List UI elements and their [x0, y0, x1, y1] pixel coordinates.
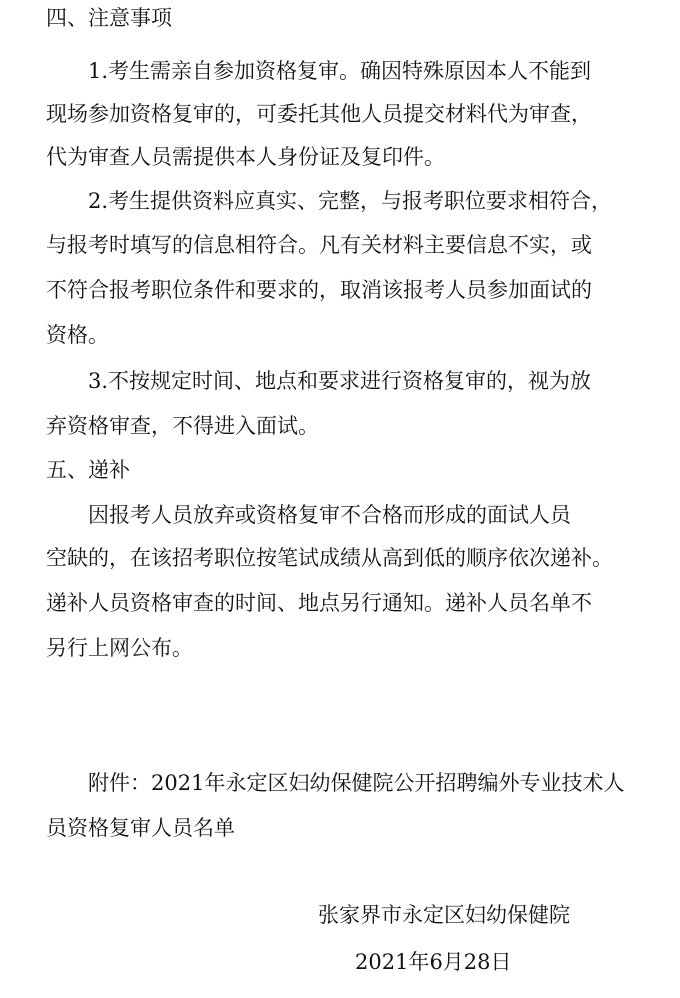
section-5-body-line-1: 因报考人员放弃或资格复审不合格而形成的面试人员 — [88, 503, 571, 527]
section-4-item-2-line-2: 与报考时填写的信息相符合。凡有关材料主要信息不实，或 — [46, 233, 592, 257]
section-4-item-1-line-3: 代为审查人员需提供本人身份证及复印件。 — [46, 145, 445, 169]
section-4-item-2-line-4: 资格。 — [46, 323, 109, 347]
section-4-item-1-line-2: 现场参加资格复审的，可委托其他人员提交材料代为审查， — [46, 102, 592, 126]
section-4-item-2-line-1: 2.考生提供资料应真实、完整，与报考职位要求相符合， — [88, 189, 613, 213]
signature-date: 2021年6月28日 — [355, 950, 512, 974]
section-4-heading: 四、注意事项 — [46, 6, 172, 30]
attachment-line-2: 员资格复审人员名单 — [46, 816, 235, 840]
section-4-item-2-line-3: 不符合报考职位条件和要求的，取消该报考人员参加面试的 — [46, 278, 592, 302]
section-4-item-3-line-1: 3.不按规定时间、地点和要求进行资格复审的，视为放 — [88, 369, 592, 393]
section-5-body-line-3: 递补人员资格审查的时间、地点另行通知。递补人员名单不 — [46, 591, 592, 615]
section-4-item-1-line-1: 1.考生需亲自参加资格复审。确因特殊原因本人不能到 — [88, 59, 592, 83]
section-4-item-3-line-2: 弃资格审查，不得进入面试。 — [46, 414, 319, 438]
attachment-line-1: 附件：2021年永定区妇幼保健院公开招聘编外专业技术人 — [88, 771, 625, 795]
section-5-body-line-2: 空缺的，在该招考职位按笔试成绩从高到低的顺序依次递补。 — [46, 546, 613, 570]
section-5-heading: 五、递补 — [46, 458, 130, 482]
signature-organization: 张家界市永定区妇幼保健院 — [318, 903, 570, 927]
section-5-body-line-4: 另行上网公布。 — [46, 636, 193, 660]
